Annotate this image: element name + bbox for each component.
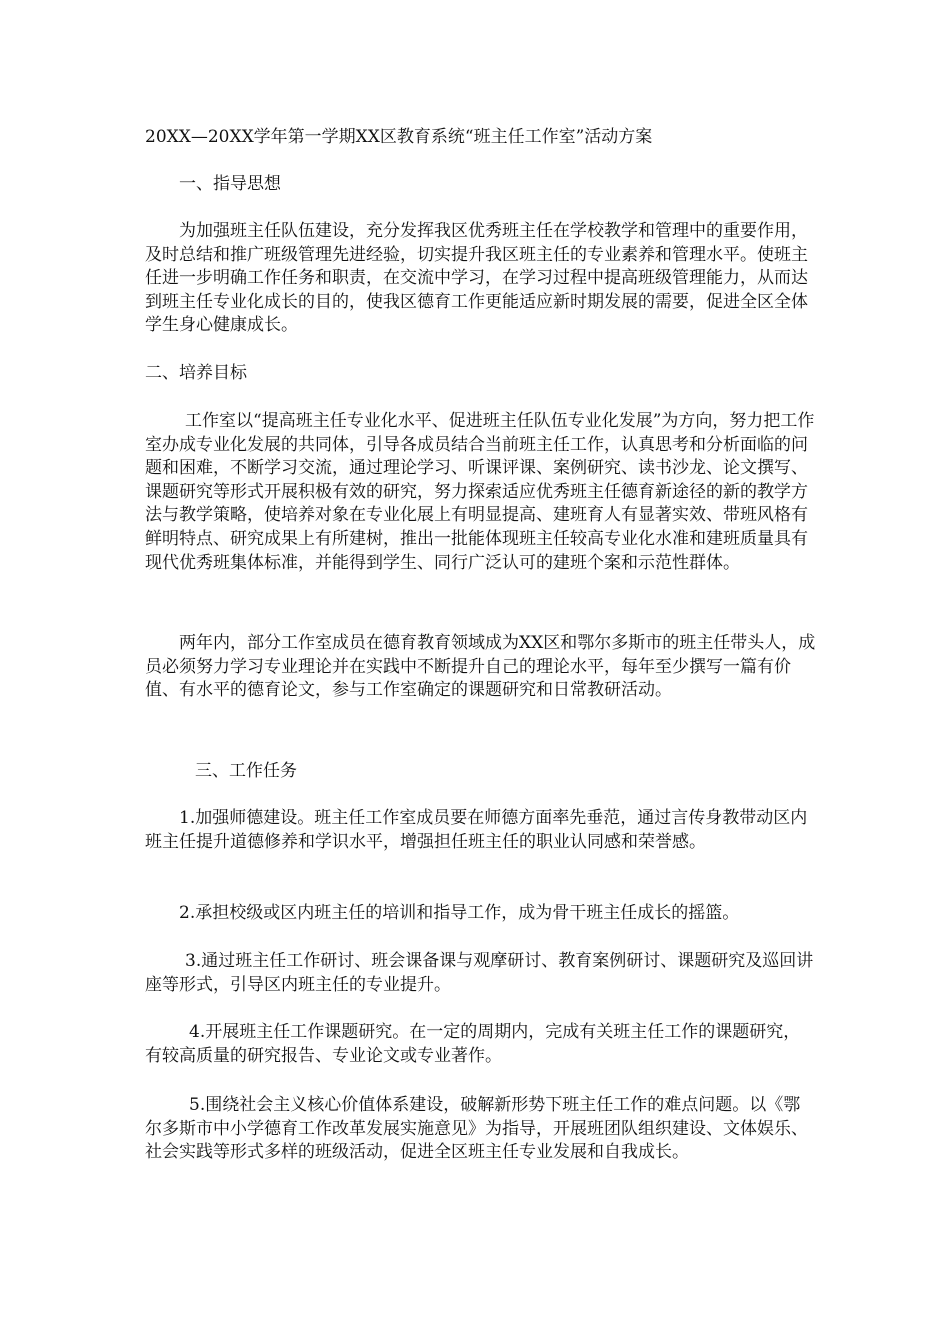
task-item-1: 1.加强师德建设。班主任工作室成员要在师德方面率先垂范，通过言传身教带动区内班主任提升道德修养和学识水平，增强担任班主任的职业认同感和荣誉感。 bbox=[145, 808, 808, 852]
section3-heading: 三、工作任务 bbox=[195, 761, 297, 781]
section1-heading: 一、指导思想 bbox=[179, 174, 281, 194]
section2-heading: 二、培养目标 bbox=[145, 363, 247, 383]
section2-paragraph-1: 工作室以“提高班主任专业化水平、促进班主任队伍专业化发展”为方向，努力把工作室办成专业化发展的共同体，引导各成员结合当前班主任工作，认真思考和分析面临的问题和困难，不断学习交流，通过理论学习、听课评课、案例研究、读书沙龙、论文撰写、课题研究等形式开展积极有效的研究，努力探索适应优秀班主任德育新途径的新的教学方法与教学策略，使培养对象在专业化展上有明显提高、建班育人有显著实效、带班风格有鲜明特点、研究成果上有所建树，推出一批能体现班主任较高专业化水准和建班质量具有现代优秀班集体标准，并能得到学生、同行广泛认可的建班个案和示范性群体。 bbox=[145, 411, 815, 573]
section2-paragraph-2: 两年内，部分工作室成员在德育教育领域成为XX区和鄂尔多斯市的班主任带头人，成员必须努力学习专业理论并在实践中不断提升自己的理论水平，每年至少撰写一篇有价值、有水平的德育论文，参与工作室确定的课题研究和日常教研活动。 bbox=[145, 633, 816, 701]
task-item-2: 2.承担校级或区内班主任的培训和指导工作，成为骨干班主任成长的摇篮。 bbox=[179, 903, 740, 923]
document-title: 20XX—20XX学年第一学期XX区教育系统“班主任工作室”活动方案 bbox=[145, 127, 653, 147]
task-item-3: 3.通过班主任工作研讨、班会课备课与观摩研讨、教育案例研讨、课题研究及巡回讲座等形式，引导区内班主任的专业提升。 bbox=[145, 951, 814, 995]
task-item-5: 5.围绕社会主义核心价值体系建设，破解新形势下班主任工作的难点问题。以《鄂尔多斯市中小学德育工作改革发展实施意见》为指导，开展班团队组织建设、文体娱乐、社会实践等形式多样的班级活动，促进全区班主任专业发展和自我成长。 bbox=[145, 1095, 808, 1163]
task-item-4: 4.开展班主任工作课题研究。在一定的周期内，完成有关班主任工作的课题研究，有较高质量的研究报告、专业论文或专业著作。 bbox=[145, 1022, 801, 1066]
section1-paragraph: 为加强班主任队伍建设，充分发挥我区优秀班主任在学校教学和管理中的重要作用，及时总结和推广班级管理先进经验，切实提升我区班主任的专业素养和管理水平。使班主任进一步明确工作任务和职责，在交流中学习，在学习过程中提高班级管理能力，从而达到班主任专业化成长的目的，使我区德育工作更能适应新时期发展的需要，促进全区全体学生身心健康成长。 bbox=[145, 221, 808, 336]
